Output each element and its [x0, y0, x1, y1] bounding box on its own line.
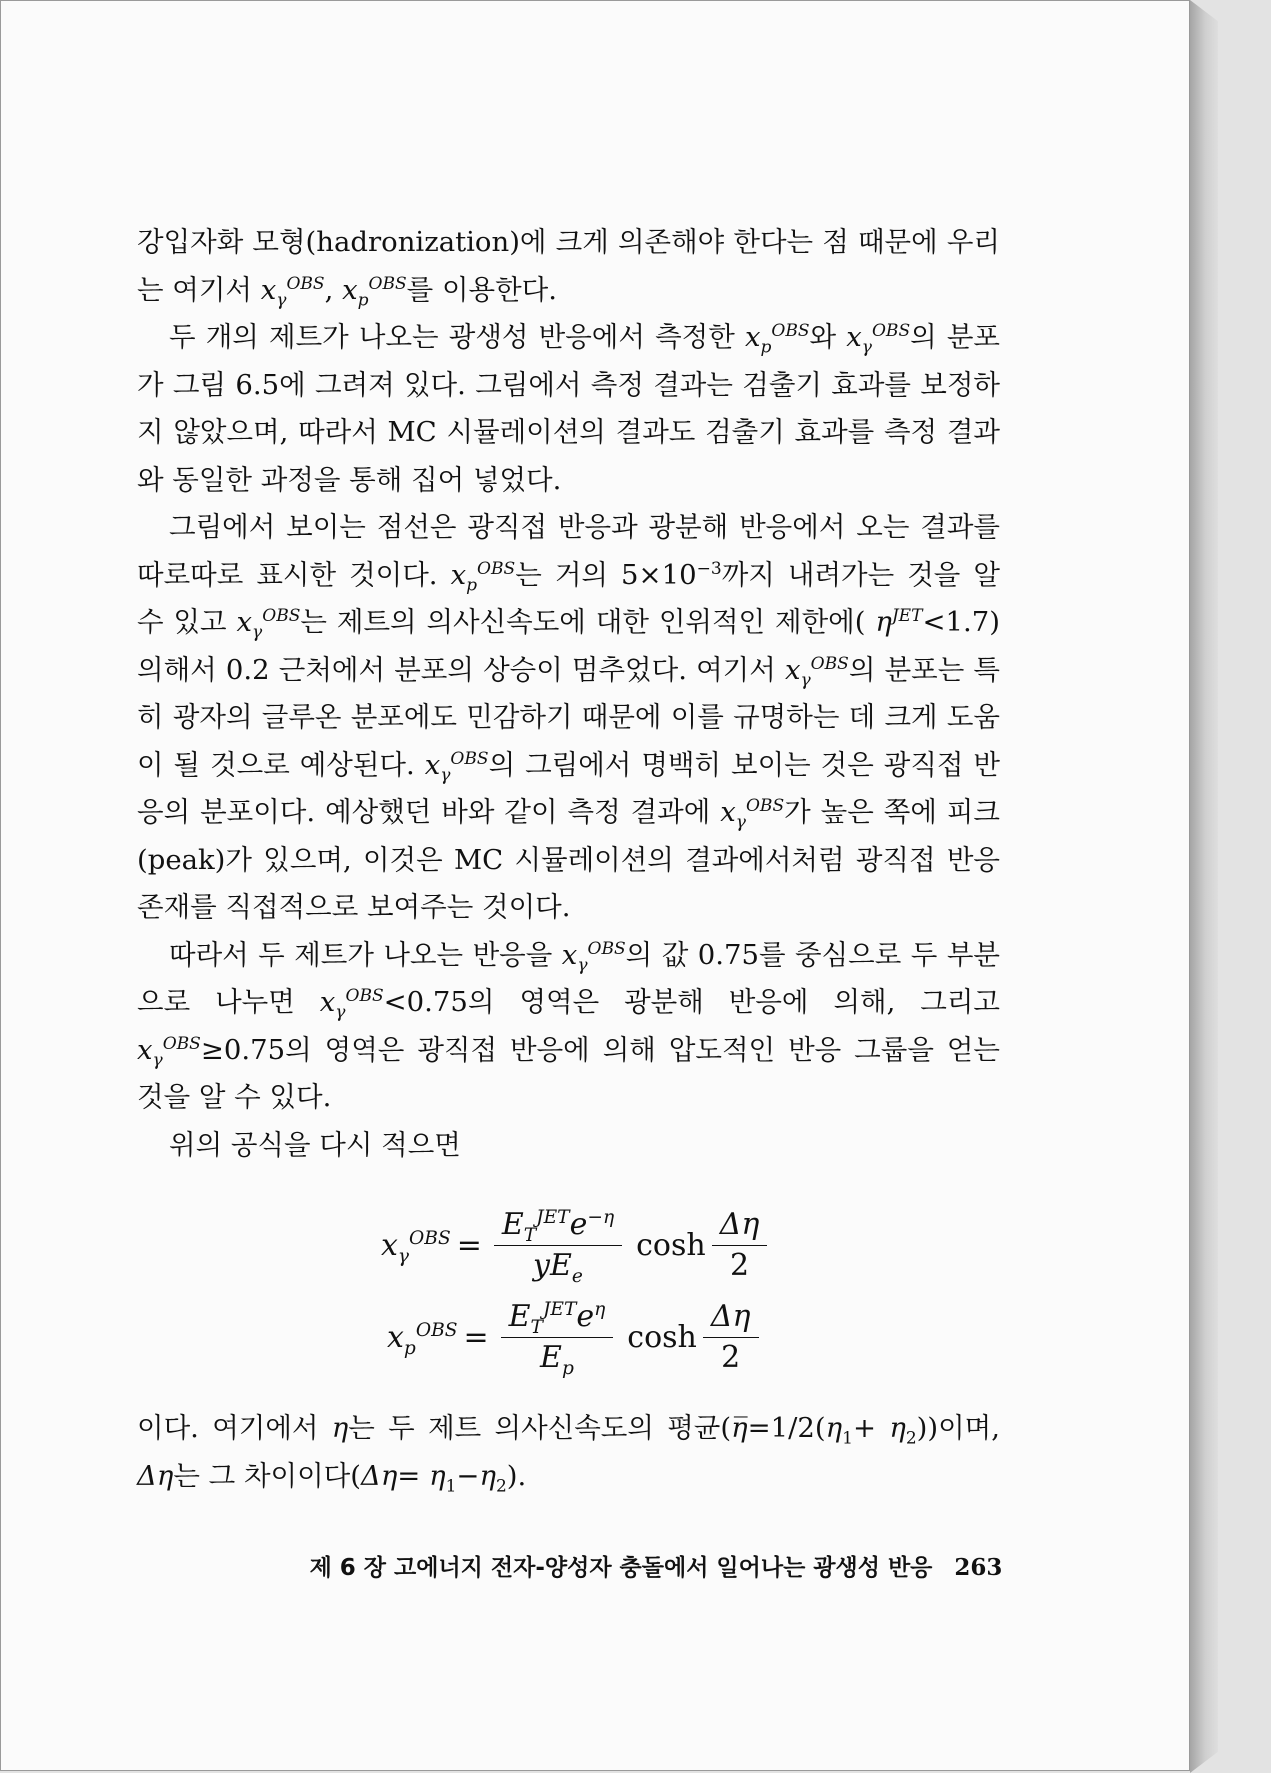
- formula-lhs: $x_\gamma^{OBS}$: [381, 1227, 451, 1267]
- formula-fraction: $\frac{E_T^{JET}e^{-\eta}}{yE_e}$: [494, 1208, 622, 1283]
- formula-lhs: $x_p^{OBS}$: [387, 1319, 458, 1359]
- formula-cosh: cosh: [627, 1319, 697, 1355]
- page-footer: [1, 1549, 1190, 1582]
- paragraph: 위의 공식을 다시 적으면: [169, 1128, 461, 1161]
- paragraph: 따라서 두 제트가 나오는 반응을 $x_\gamma^{OBS}$의 값 0.75를 중심으로 두 부분으로 나누면 $x_\gamma^{OBS}<0.75$의 영역은 광분해 반응에 의해, 그리고 $x_\gamma^{OBS}\ge 0.75$의 영역은 광직접 반응에 의해 압도적인 반응 그룹을 얻는 것을 알 수 있다.: [137, 938, 1000, 1113]
- formula-fraction: $\frac{E_T^{JET}e^\eta}{E_p}$: [501, 1300, 614, 1375]
- body-text: [137, 219, 1000, 1169]
- paragraph: 강입자화 모형(hadronization)에 크게 의존해야 한다는 점 때문에 우리는 여기서 $x_\gamma^{OBS}$, $x_p^{OBS}$를 이용한다.: [137, 226, 1000, 310]
- body-text-after-formula: [137, 1405, 1000, 1500]
- paragraph: 두 개의 제트가 나오는 광생성 반응에서 측정한 $x_p^{OBS}$와 $x_\gamma^{OBS}$의 분포가 그림 6.5에 그려져 있다. 그림에서 측정 결과는 검출기 효과를 보정하지 않았으며, 따라서 MC 시뮬레이션의 결과도 검출기 효과를 측정 결과와 동일한 과정을 통해 집어 넣었다.: [137, 320, 1000, 496]
- formula-block: [381, 1199, 761, 1383]
- formula-cosh-argument: $\frac{\Delta\eta}{2}$: [712, 1208, 768, 1283]
- paragraph: 그림에서 보이는 점선은 광직접 반응과 광분해 반응에서 오는 결과를 따로따로 표시한 것이다. $x_p^{OBS}$는 거의 $5\times 10^{-3}$까지 내려가는 것을 알 수 있고 $x_\gamma^{OBS}$는 제트의 의사신속도에 대한 인위적인 제한에( $\eta^{JET}<1.7$) 의해서 0.2 근처에서 분포의 상승이 멈추었다. 여기서 $x_\gamma^{OBS}$의 분포는 특히 광자의 글루온 분포에도 민감하기 때문에 이를 규명하는 데 크게 도움이 될 것으로 예상된다. $x_\gamma^{OBS}$의 그림에서 명백히 보이는 것은 광직접 반응의 분포이다. 예상했던 바와 같이 측정 결과에 $x_\gamma^{OBS}$가 높은 쪽에 피크(peak)가 있으며, 이것은 MC 시뮬레이션의 결과에서처럼 광직접 반응 존재를 직접적으로 보여주는 것이다.: [137, 511, 1000, 923]
- formula-x-p: $x_p^{OBS}$ = $\frac{E_T^{JET}e^\eta}{E_p}$ cosh $\frac{\Delta\eta}{2}$: [387, 1291, 761, 1383]
- formula-cosh-argument: $\frac{\Delta\eta}{2}$: [703, 1300, 759, 1375]
- chapter-title: 제 6 장 고에너지 전자-양성자 충돌에서 일어나는 광생성 반응: [309, 1555, 933, 1581]
- formula-x-gamma: $x_\gamma^{OBS}$ = $\frac{E_T^{JET}e^{-\eta}}{yE_e}$ cosh $\frac{\Delta\eta}{2}$: [381, 1199, 761, 1291]
- page-edge-shadow: [1190, 0, 1218, 1773]
- paragraph: 이다. 여기에서 η는 두 제트 의사신속도의 평균$(\eta̅=1/2(\eta_1+ \eta_2))$이며, Δη는 그 차이이다$(\Delta\eta= \eta_1-\eta_2)$.: [137, 1412, 1000, 1496]
- formula-cosh: cosh: [636, 1227, 706, 1263]
- page-number: 263: [954, 1554, 1003, 1581]
